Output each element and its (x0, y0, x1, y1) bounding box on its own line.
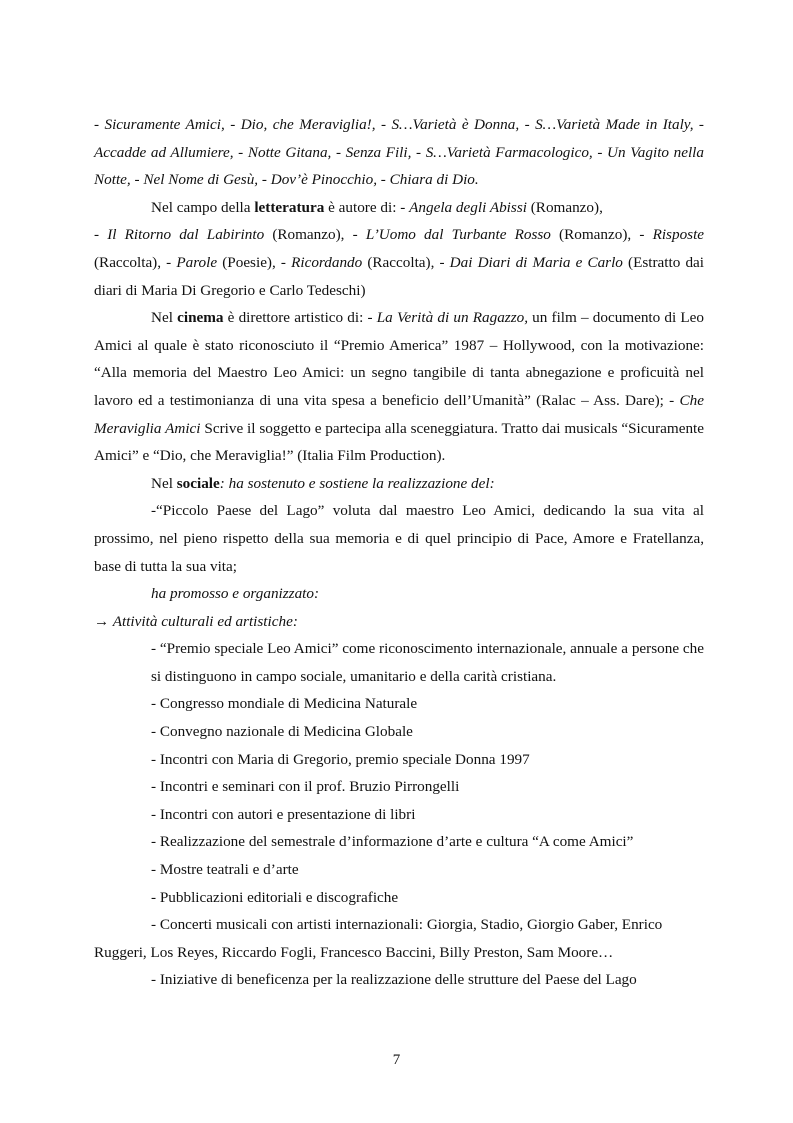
book-title: Risposte (652, 226, 705, 244)
social-paragraph: Nel sociale: ha sostenuto e sostiene la realizzazione del: (151, 474, 495, 492)
arrow-right-icon: → (94, 612, 110, 630)
film-title: La Verità di un Ragazzo, (376, 309, 528, 327)
activity-item: - Convegno nazionale di Medicina Globale (151, 723, 413, 741)
activity-item: - Realizzazione del semestrale d’informazione d’arte e cultura “A come Amici” (151, 833, 634, 851)
activity-item-concerts-continued: Ruggeri, Los Reyes, Riccardo Fogli, Francesco Baccini, Billy Preston, Sam Moore… (94, 943, 614, 961)
cinema-paragraph: Nel cinema è direttore artistico di: - La Verità di un Ragazzo, un film – documento di Leo Amici al quale è stato riconosciuto il “Premio America” 1987 – Hollywood, con la motivazione: “Alla memoria del Maestro Leo Amici: un segno tangibile di tanta abnegazione e proficuità nel lavoro ed a testimonianza di una vita spesa a beneficio dell’Umanità” (Ralac – Ass. Dare); - Che Meraviglia Amici Scrive il soggetto e partecipa alla sceneggiatura. Tratto dai musicals “Sicuramente Amici” e “Dio, che Meraviglia!” (Italia Film Production). (94, 309, 705, 465)
activity-item: - Iniziative di beneficenza per la realizzazione delle strutture del Paese del Lago (151, 971, 637, 989)
activity-item-concerts: - Concerti musicali con artisti internazionali: Giorgia, Stadio, Giorgio Gaber, Enrico (151, 916, 663, 934)
film-title: Che Meraviglia Amici (94, 391, 704, 437)
social-keyword: sociale (176, 474, 220, 492)
activity-item: - Pubblicazioni editoriali e discografiche (151, 888, 399, 906)
activity-item: - Incontri con Maria di Gregorio, premio speciale Donna 1997 (151, 750, 530, 768)
book-title: Dai Diari di Maria e Carlo (449, 253, 623, 271)
activity-item: - Mostre teatrali e d’arte (151, 861, 299, 879)
literature-note: (Estratto dai diari di Maria Di Gregorio e Carlo Tedeschi) (94, 253, 704, 299)
activity-item: - Incontri e seminari con il prof. Bruzio Pirrongelli (151, 778, 460, 796)
cinema-keyword: cinema (177, 309, 224, 327)
paese-paragraph: -“Piccolo Paese del Lago” voluta dal maestro Leo Amici, dedicando la sua vita al prossimo, nel pieno rispetto della sua memoria e di quel principio di Pace, Amore e Fratellanza, base di tutta la sua vita; (94, 502, 704, 575)
activity-item: - Congresso mondiale di Medicina Naturale (151, 695, 418, 713)
activity-item: - Incontri con autori e presentazione di libri (151, 805, 416, 823)
literature-list-paragraph: - Il Ritorno dal Labirinto (Romanzo), - L’Uomo dal Turbante Rosso (Romanzo), - Risposte (Raccolta), - Parole (Poesie), - Ricordando (Raccolta), - Dai Diari di Maria e Carlo (Estratto dai diari di Maria Di Gregorio e Carlo Tedeschi) (94, 226, 705, 299)
literature-keyword: letteratura (254, 198, 325, 216)
literature-paragraph: Nel campo della letteratura è autore di: - Angela degli Abissi (Romanzo), (151, 198, 603, 216)
book-title: Il Ritorno dal Labirinto (107, 226, 265, 244)
body-text (94, 111, 704, 994)
page-number: 7 (392, 1052, 401, 1068)
book-title: Angela degli Abissi (409, 198, 527, 216)
book-title: Parole (176, 253, 218, 271)
book-title: Ricordando (291, 253, 363, 271)
activity-item: - “Premio speciale Leo Amici” come riconoscimento internazionale, annuale a persone che si distinguono in campo sociale, umanitario e della carità cristiana. (151, 640, 704, 685)
activities-heading: → Attività culturali ed artistiche: (94, 612, 298, 630)
book-title: L’Uomo dal Turbante Rosso (365, 226, 551, 244)
promoted-line: ha promosso e organizzato: (151, 585, 320, 603)
works-list-paragraph: - Sicuramente Amici, - Dio, che Meraviglia!, - S…Varietà è Donna, - S…Varietà Made in Italy, - Accadde ad Allumiere, - Notte Gitana, - Senza Fili, - S…Varietà Farmacologico, - Un Vagito nella Notte, - Nel Nome di Gesù, - Dov’è Pinocchio, - Chiara di Dio. (94, 116, 704, 189)
